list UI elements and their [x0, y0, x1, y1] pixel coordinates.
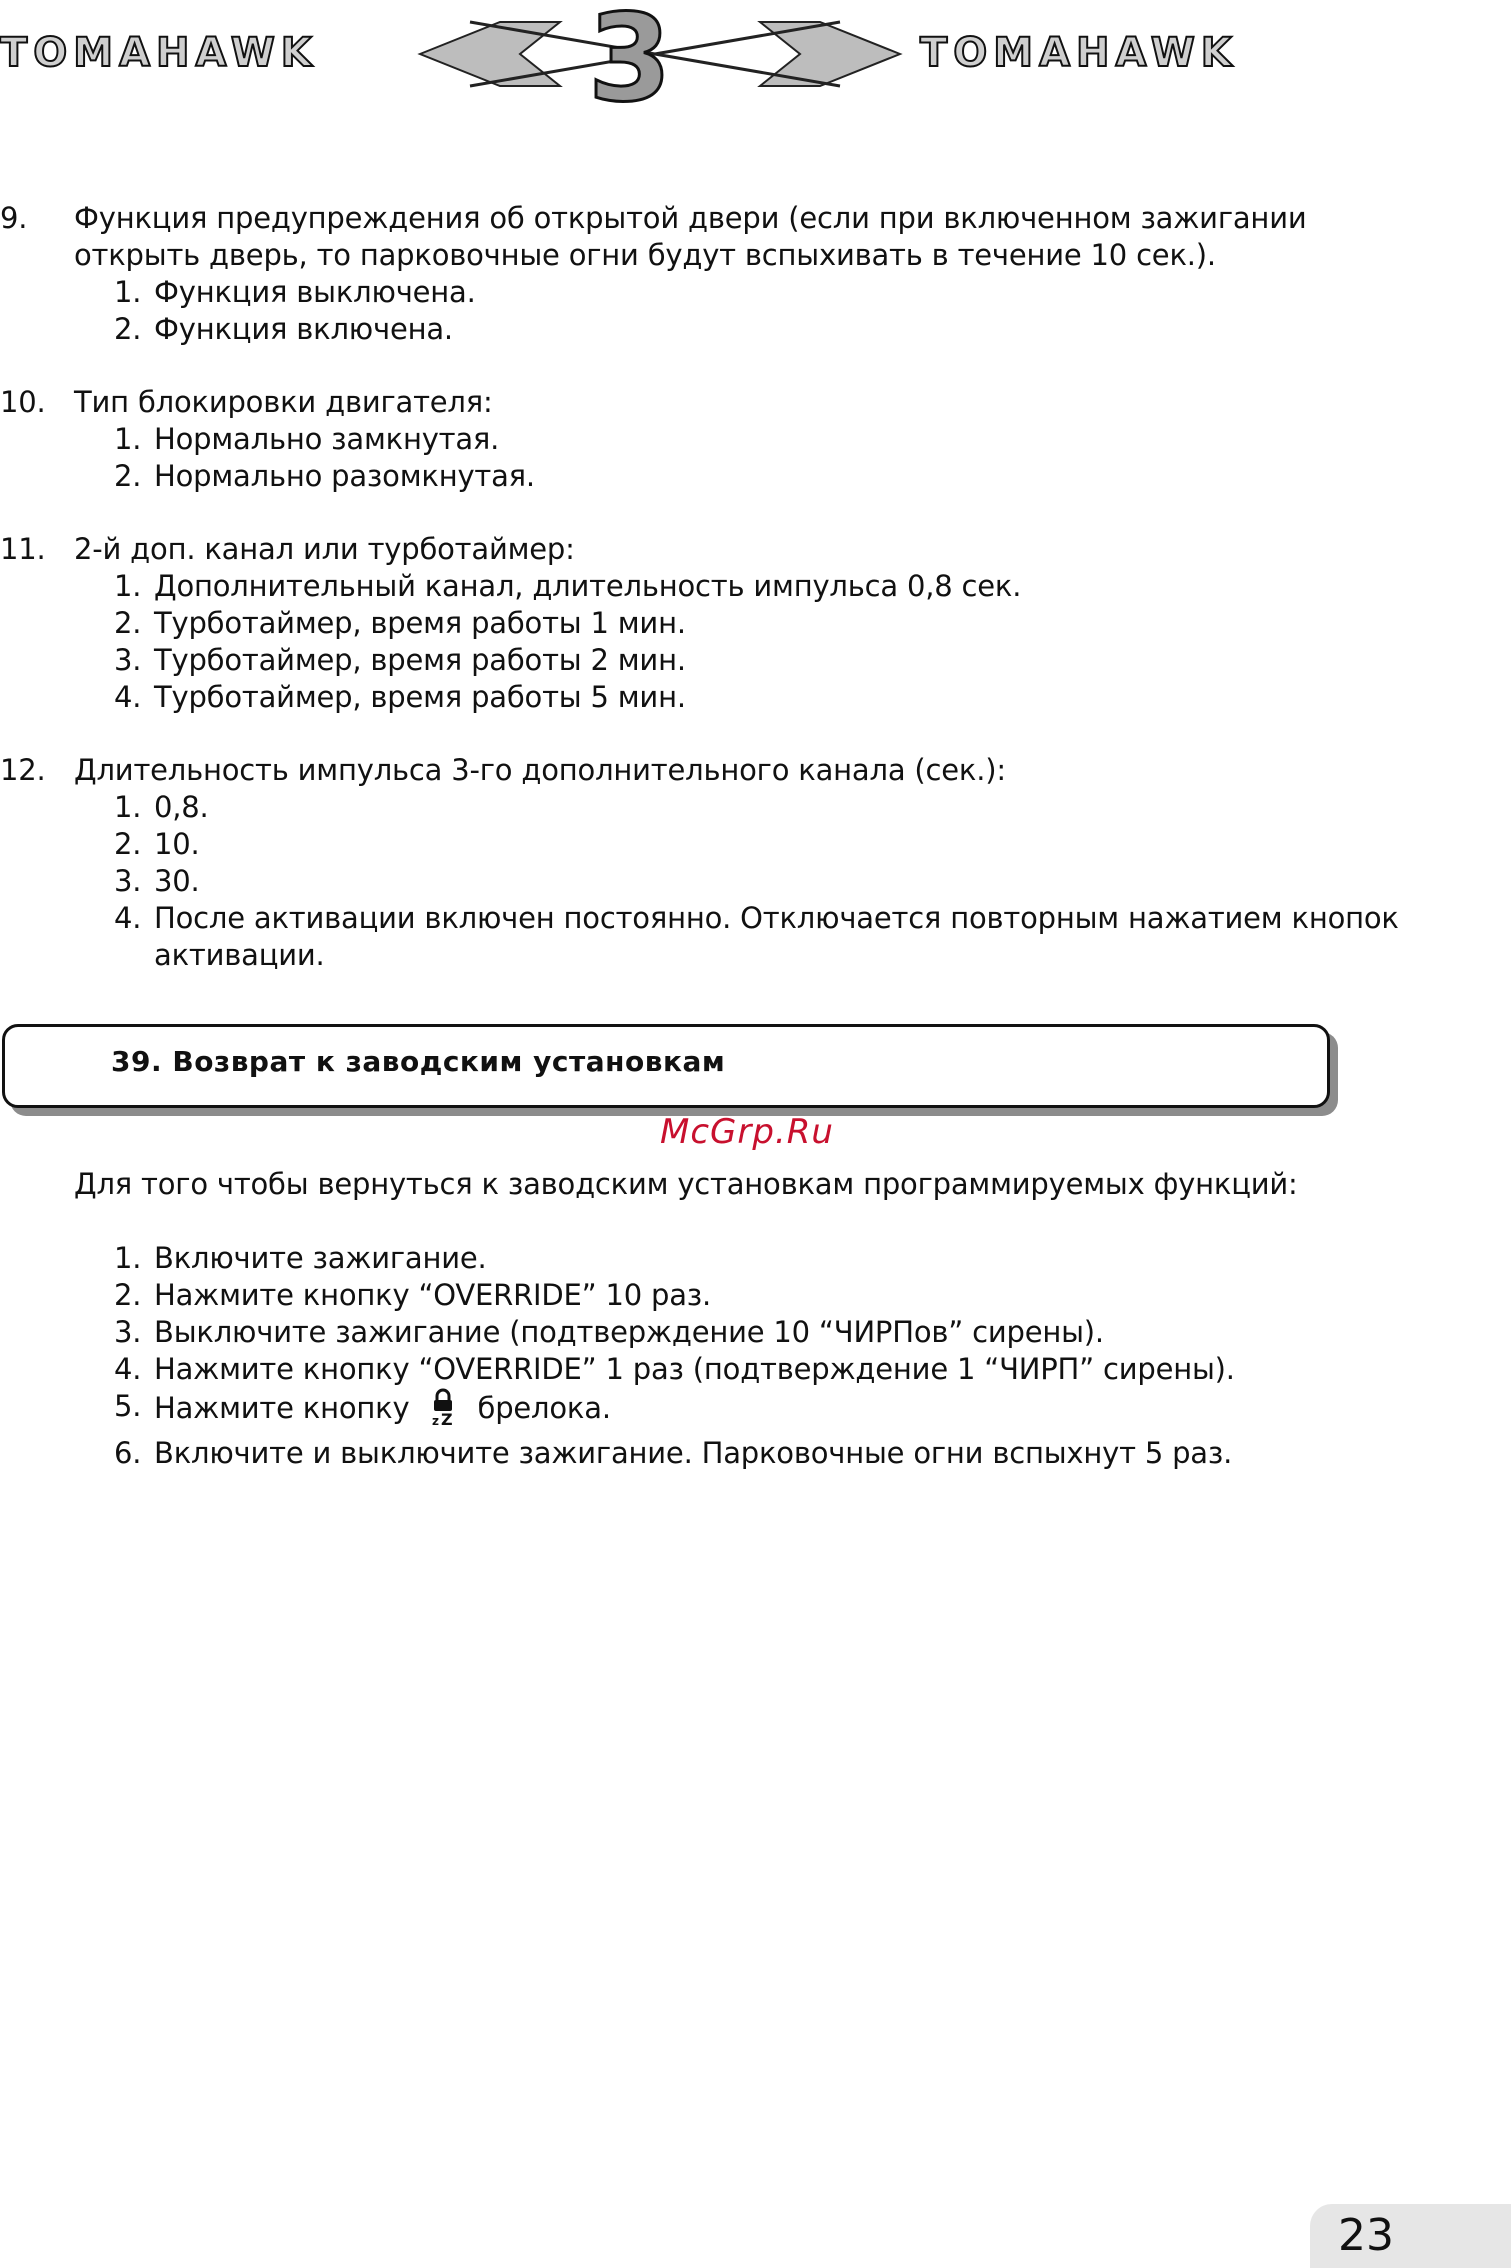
function-number: 10. [0, 385, 46, 419]
page-number-box [1310, 2204, 1511, 2268]
step-number: 5. [114, 1389, 142, 1423]
option-text: Функция включена. [154, 312, 453, 346]
option-item [0, 863, 1400, 900]
option-item [0, 311, 1400, 348]
option-number: 4. [114, 680, 142, 714]
option-item [0, 900, 1400, 974]
lock-zz-icon [426, 1388, 460, 1435]
option-item [0, 458, 1400, 495]
reset-steps-list [0, 1240, 1300, 1472]
svg-text:Z: Z [441, 1410, 453, 1426]
option-text: 0,8. [154, 790, 209, 824]
option-item [0, 605, 1400, 642]
step-number: 1. [114, 1241, 142, 1275]
reset-step [0, 1388, 1300, 1435]
functions-list [0, 200, 1400, 1010]
header-logo [0, 0, 1511, 120]
option-number: 1. [114, 275, 142, 309]
option-text: Функция выключена. [154, 275, 476, 309]
brand-left: TOMAHAWK [0, 30, 318, 76]
reset-intro: Для того чтобы вернуться к заводским установкам программируемых функций: [74, 1167, 1298, 1201]
option-number: 2. [114, 459, 142, 493]
option-item [0, 568, 1400, 605]
option-number: 3. [114, 643, 142, 677]
step-text [154, 1388, 1300, 1435]
option-number: 1. [114, 422, 142, 456]
function-10 [0, 384, 1400, 495]
reset-step [0, 1314, 1300, 1351]
option-item [0, 642, 1400, 679]
step-text-after: брелока. [477, 1391, 611, 1425]
brand-center: 3 [588, 0, 672, 120]
option-item [0, 421, 1400, 458]
function-12 [0, 752, 1400, 974]
option-number: 2. [114, 827, 142, 861]
step-number: 4. [114, 1352, 142, 1386]
option-number: 1. [114, 569, 142, 603]
option-text: Нормально разомкнутая. [154, 459, 535, 493]
option-item [0, 679, 1400, 716]
reset-step [0, 1240, 1300, 1277]
option-item [0, 274, 1400, 311]
tomahawk-x3-logo [0, 0, 1511, 120]
section-title: 39. Возврат к заводским установкам [111, 1045, 726, 1078]
step-text: Нажмите кнопку “OVERRIDE” 10 раз. [154, 1278, 712, 1312]
step-number: 3. [114, 1315, 142, 1349]
function-title: Функция предупреждения об открытой двери (если при включенном зажигании открыть дверь, то парковочные огни будут вспыхивать в течение 10 сек.). [74, 201, 1307, 272]
watermark: McGrp.Ru [660, 1112, 834, 1152]
step-text: Включите зажигание. [154, 1241, 487, 1275]
option-text: Турботаймер, время работы 2 мин. [154, 643, 686, 677]
function-title: Длительность импульса 3-го дополнительного канала (сек.): [74, 753, 1006, 787]
option-text: Турботаймер, время работы 1 мин. [154, 606, 686, 640]
option-number: 2. [114, 606, 142, 640]
function-11 [0, 531, 1400, 716]
option-text: Турботаймер, время работы 5 мин. [154, 680, 686, 714]
reset-step [0, 1351, 1300, 1388]
option-text: Нормально замкнутая. [154, 422, 500, 456]
function-number: 11. [0, 532, 46, 566]
reset-step [0, 1277, 1300, 1314]
function-number: 9. [0, 201, 28, 235]
option-number: 1. [114, 790, 142, 824]
function-title: Тип блокировки двигателя: [74, 385, 493, 419]
svg-text:z: z [432, 1414, 440, 1426]
option-text: После активации включен постоянно. Отключается повторным нажатием кнопок активации. [154, 901, 1399, 972]
step-text-before: Нажмите кнопку [154, 1391, 410, 1425]
step-number: 6. [114, 1436, 142, 1470]
step-text: Выключите зажигание (подтверждение 10 “ЧИРПов” сирены). [154, 1315, 1104, 1349]
page-number: 23 [1338, 2210, 1394, 2261]
reset-step [0, 1435, 1300, 1472]
option-text: 30. [154, 864, 200, 898]
option-number: 3. [114, 864, 142, 898]
option-text: 10. [154, 827, 200, 861]
function-9 [0, 200, 1400, 348]
option-number: 2. [114, 312, 142, 346]
option-item [0, 826, 1400, 863]
option-item [0, 789, 1400, 826]
function-number: 12. [0, 753, 46, 787]
option-text: Дополнительный канал, длительность импульса 0,8 сек. [154, 569, 1022, 603]
function-title: 2-й доп. канал или турботаймер: [74, 532, 575, 566]
option-number: 4. [114, 901, 142, 935]
step-text: Включите и выключите зажигание. Парковочные огни вспыхнут 5 раз. [154, 1436, 1233, 1470]
step-text: Нажмите кнопку “OVERRIDE” 1 раз (подтверждение 1 “ЧИРП” сирены). [154, 1352, 1235, 1386]
step-number: 2. [114, 1278, 142, 1312]
section-header-box [2, 1024, 1330, 1108]
brand-right: TOMAHAWK [920, 30, 1238, 76]
